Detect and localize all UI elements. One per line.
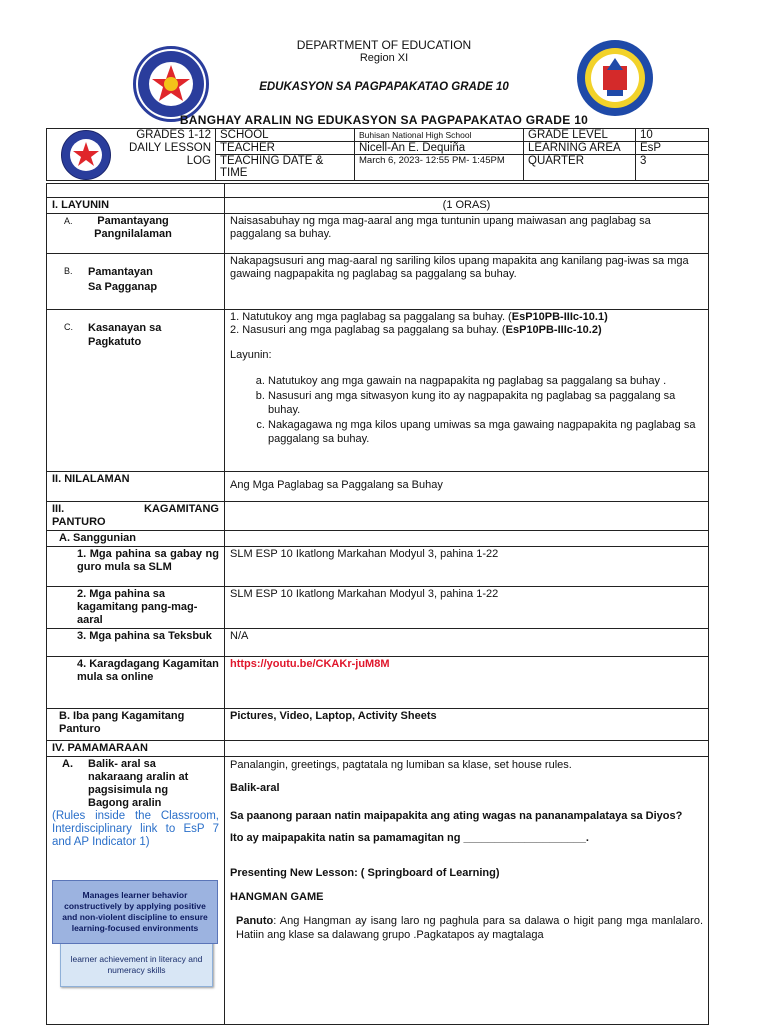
- nilalaman-label: II. NILALAMAN: [47, 472, 225, 502]
- teacher-label: TEACHER: [216, 142, 355, 155]
- c-label-1: Kasanayan sa: [88, 322, 162, 334]
- kasanayan-value: [225, 310, 709, 472]
- opening-activities: Panalangin, greetings, pagtatala ng lumiban sa klase, set house rules.: [230, 759, 572, 771]
- kagamitan-label: III. KAGAMITANG PANTURO: [47, 502, 225, 531]
- info-table: [46, 128, 709, 181]
- balik-label: Balik- aral sa nakaraang aralin at pagsisimula ng Bagong aralin: [88, 758, 189, 809]
- kasanayan-cell: [47, 310, 225, 472]
- review-blank: Ito ay maipapakita natin sa pamamagitan ng ____________________.: [230, 832, 589, 844]
- subject-title: EDUKASYON SA PAGPAPAKATAO GRADE 10: [259, 81, 509, 93]
- grades-line-2: DAILY LESSON: [128, 142, 211, 154]
- panuto: Panuto: Ang Hangman ay isang laro ng paghula para sa dalawa o higit pang mga manlalaro. Hatiin ang klase sa dalawang grupo .Pagkatapos ay magtalaga: [236, 915, 703, 941]
- objective-item: a. Natutukoy ang mga gawain na nagpapakita ng paglabag sa paggalang sa buhay .: [268, 374, 703, 388]
- game-title: HANGMAN GAME: [230, 891, 324, 903]
- ref1-label: 1. Mga pahina sa gabay ng guro mula sa SLM: [47, 547, 225, 587]
- quarter-label: QUARTER: [524, 155, 636, 181]
- grade-level-label: GRADE LEVEL: [524, 129, 636, 142]
- ref2-label: 2. Mga pahina sa kagamitang pang-mag-aaral: [47, 587, 225, 629]
- review-question: Sa paanong paraan natin maipapakita ang ating wagas na pananampalataya sa Diyos?: [230, 810, 683, 822]
- callout-learner-behavior: [52, 880, 218, 944]
- competency-2: 2. Nasusuri ang mga paglabag sa paggalang sa buhay. (EsP10PB-IIIc-10.2): [230, 324, 602, 336]
- grade-level-value: 10: [636, 129, 709, 142]
- nilalaman-value: Ang Mga Paglabag sa Paggalang sa Buhay: [225, 472, 709, 502]
- c-letter: C.: [64, 322, 73, 332]
- callout-learner-achievement: [60, 939, 213, 987]
- b-label-1: Pamantayan: [88, 266, 153, 278]
- ref4-link[interactable]: https://youtu.be/CKAKr-juM8M: [225, 657, 709, 709]
- region-title: Region XI: [359, 52, 409, 64]
- presenting-lesson: Presenting New Lesson: ( Springboard of Learning): [230, 867, 500, 879]
- ref2-value: SLM ESP 10 Ikatlong Markahan Modyul 3, pahina 1-22: [225, 587, 709, 629]
- balik-note: (Rules inside the Classroom, Interdisciplinary link to EsP 7 and AP Indicator 1): [52, 810, 219, 848]
- b-label-2: Sa Pagganap: [88, 281, 158, 293]
- school-label: SCHOOL: [216, 129, 355, 142]
- ref3-label: 3. Mga pahina sa Teksbuk: [47, 629, 225, 657]
- learning-area-label: LEARNING AREA: [524, 142, 636, 155]
- date-value: March 6, 2023- 12:55 PM- 1:45PM: [355, 155, 524, 181]
- a-label: Pamantayang Pangnilalaman: [94, 215, 172, 240]
- callout-2-text: learner achievement in literacy and numeracy skills: [70, 954, 203, 975]
- b-letter: B.: [64, 266, 73, 276]
- balik-aral-heading: Balik-aral: [230, 782, 280, 794]
- layunin-label: I. LAYUNIN: [47, 198, 225, 214]
- balik-letter: A.: [62, 758, 73, 770]
- pamantayang-pangnilalaman-cell: [47, 214, 225, 254]
- grades-line-3: LOG: [186, 155, 211, 167]
- layunin-heading: Layunin:: [230, 349, 272, 361]
- pamantayan-sa-pagganap-cell: [47, 254, 225, 310]
- ref4-label: 4. Karagdagang Kagamitan mula sa online: [47, 657, 225, 709]
- c-label-2: Pagkatuto: [88, 336, 142, 348]
- b-value: Nakapagsusuri ang mag-aaral ng sariling kilos upang mapakita ang kanilang pag-iwas sa mga gawaing nagpapakita ng paglabag sa paggalang sa buhay.: [225, 254, 709, 310]
- procedure-content: [225, 757, 709, 1025]
- ref3-value: N/A: [225, 629, 709, 657]
- a-letter: A.: [64, 216, 73, 226]
- objectives-list: [230, 374, 703, 446]
- ref1-value: SLM ESP 10 Ikatlong Markahan Modyul 3, pahina 1-22: [225, 547, 709, 587]
- iba-label: B. Iba pang Kagamitang Panturo: [47, 709, 225, 741]
- school-value: Buhisan National High School: [355, 129, 524, 142]
- main-title: BANGHAY ARALIN NG EDUKASYON SA PAGPAPAKATAO GRADE 10: [179, 113, 589, 127]
- grades-line-1: GRADES 1-12: [136, 129, 211, 141]
- competency-1: 1. Natutukoy ang mga paglabag sa paggalang sa buhay. (EsP10PB-IIIc-10.1): [230, 311, 608, 323]
- objective-item: c. Nakagagawa ng mga kilos upang umiwas sa mga gawaing nagpapakita ng paglabag sa paggalang sa buhay.: [268, 418, 703, 446]
- teacher-value: Nicell-An E. Dequiña: [355, 142, 524, 155]
- layunin-hours: (1 ORAS): [225, 198, 709, 214]
- callout-1-text: Manages learner behavior constructively by applying positive and non-violent discipline to ensure learning-focused environments: [62, 890, 208, 933]
- department-title: DEPARTMENT OF EDUCATION: [296, 38, 472, 52]
- sanggunian-label: A. Sanggunian: [47, 531, 225, 547]
- a-value: Naisasabuhay ng mga mag-aaral ang mga tuntunin upang maiwasan ang paglabag sa paggalang sa buhay.: [225, 214, 709, 254]
- pamamaraan-label: IV. PAMAMARAAN: [47, 741, 225, 757]
- iba-value: Pictures, Video, Laptop, Activity Sheets: [225, 709, 709, 741]
- learning-area-value: EsP: [636, 142, 709, 155]
- quarter-value: 3: [636, 155, 709, 181]
- objective-item: b. Nasusuri ang mga sitwasyon kung ito ay nagpapakita ng paglabag sa paggalang sa buhay.: [268, 389, 703, 417]
- date-label: TEACHING DATE & TIME: [216, 155, 355, 181]
